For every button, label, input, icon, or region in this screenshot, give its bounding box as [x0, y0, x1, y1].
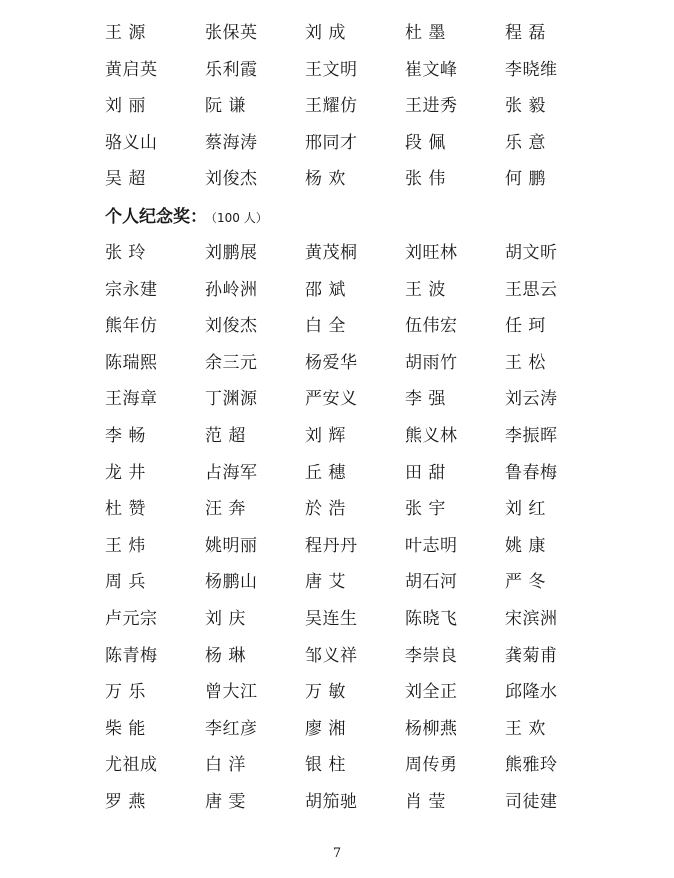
- name-entry: 唐 雯: [205, 791, 246, 812]
- name-entry: 邵 斌: [305, 279, 346, 300]
- name-entry: 陈晓飞: [405, 608, 458, 629]
- name-entry: 邱隆水: [505, 682, 558, 703]
- name-entry: 余三元: [205, 352, 258, 373]
- name-entry: 李崇良: [405, 645, 458, 666]
- name-entry: 刘全正: [405, 682, 458, 703]
- name-entry: 李 畅: [105, 425, 146, 446]
- name-entry: 杜 墨: [405, 23, 446, 43]
- personal-award-title: 个人纪念奖：: [105, 207, 207, 227]
- name-entry: 王进秀: [405, 96, 458, 117]
- name-entry: 王 炜: [105, 535, 146, 556]
- name-entry: 廖 湘: [305, 718, 346, 739]
- name-entry: 段 佩: [405, 132, 446, 153]
- name-entry: 陈青梅: [105, 645, 158, 666]
- name-entry: 蔡海涛: [205, 132, 258, 153]
- name-entry: 王 波: [405, 279, 446, 300]
- name-entry: 占海军: [205, 462, 258, 483]
- top-name-grid: [105, 15, 605, 198]
- name-entry: 胡笳驰: [305, 791, 358, 812]
- name-entry: 王耀仿: [305, 96, 358, 117]
- name-entry: 乐利霞: [205, 59, 258, 80]
- name-entry: 邹义祥: [305, 645, 358, 666]
- name-entry: 唐 艾: [305, 572, 346, 593]
- name-entry: 邢同才: [305, 132, 358, 153]
- name-entry: 刘 成: [305, 23, 346, 43]
- name-entry: 宋滨洲: [505, 608, 558, 629]
- name-entry: 严安义: [305, 389, 358, 410]
- name-entry: 杨 琳: [205, 645, 246, 666]
- name-entry: 杨柳燕: [405, 718, 458, 739]
- name-entry: 王海章: [105, 389, 158, 410]
- name-entry: 刘俊杰: [205, 169, 258, 190]
- name-entry: 杨爱华: [305, 352, 358, 373]
- name-entry: 刘云涛: [505, 389, 558, 410]
- name-entry: 阮 谦: [205, 96, 246, 117]
- name-entry: 丘 穗: [305, 462, 346, 483]
- name-entry: 程丹丹: [305, 535, 358, 556]
- name-entry: 熊义林: [405, 425, 458, 446]
- name-entry: 刘 红: [505, 499, 546, 520]
- personal-award-name-grid: [105, 235, 605, 821]
- page-number: 7: [332, 846, 342, 861]
- name-entry: 周 兵: [105, 572, 146, 593]
- name-entry: 柴 能: [105, 718, 146, 739]
- name-entry: 鲁春梅: [505, 462, 558, 483]
- name-entry: 周传勇: [405, 755, 458, 776]
- name-entry: 刘 辉: [305, 425, 346, 446]
- name-entry: 李红彦: [205, 718, 258, 739]
- name-entry: 罗 燕: [105, 791, 146, 812]
- name-entry: 胡文昕: [505, 243, 558, 263]
- name-entry: 陈瑞熙: [105, 352, 158, 373]
- name-entry: 黄茂桐: [305, 243, 358, 263]
- name-entry: 王 源: [105, 23, 146, 43]
- name-entry: 熊雅玲: [505, 755, 558, 776]
- name-entry: 尤祖成: [105, 755, 158, 776]
- name-entry: 丁渊源: [205, 389, 258, 410]
- name-entry: 任 珂: [505, 316, 546, 337]
- name-entry: 万 乐: [105, 682, 146, 703]
- name-entry: 姚明丽: [205, 535, 258, 556]
- name-entry: 张保英: [205, 23, 258, 43]
- name-entry: 刘 丽: [105, 96, 146, 117]
- name-entry: 叶志明: [405, 535, 458, 556]
- name-entry: 熊年仿: [105, 316, 158, 337]
- name-entry: 刘俊杰: [205, 316, 258, 337]
- personal-award-heading: [105, 204, 268, 230]
- name-entry: 万 敏: [305, 682, 346, 703]
- name-entry: 吴连生: [305, 608, 358, 629]
- name-entry: 范 超: [205, 425, 246, 446]
- name-entry: 肖 莹: [405, 791, 446, 812]
- name-entry: 司徒建: [505, 791, 558, 812]
- name-entry: 王 欢: [505, 718, 546, 739]
- name-entry: 杜 赞: [105, 499, 146, 520]
- name-entry: 王思云: [505, 279, 558, 300]
- name-entry: 刘 庆: [205, 608, 246, 629]
- name-entry: 黄启英: [105, 59, 158, 80]
- name-entry: 崔文峰: [405, 59, 458, 80]
- name-entry: 龙 井: [105, 462, 146, 483]
- name-entry: 程 磊: [505, 23, 546, 43]
- name-entry: 曾大江: [205, 682, 258, 703]
- name-entry: 杨 欢: [305, 169, 346, 190]
- name-entry: 银 柱: [305, 755, 346, 776]
- name-entry: 李振晖: [505, 425, 558, 446]
- name-entry: 刘鹏展: [205, 243, 258, 263]
- name-entry: 孙岭洲: [205, 279, 258, 300]
- name-entry: 白 洋: [205, 755, 246, 776]
- name-entry: 王文明: [305, 59, 358, 80]
- name-entry: 吴 超: [105, 169, 146, 190]
- name-entry: 张 毅: [505, 96, 546, 117]
- name-entry: 於 浩: [305, 499, 346, 520]
- name-entry: 张 玲: [105, 243, 146, 263]
- name-entry: 卢元宗: [105, 608, 158, 629]
- name-entry: 伍伟宏: [405, 316, 458, 337]
- name-entry: 骆义山: [105, 132, 158, 153]
- name-entry: 张 伟: [405, 169, 446, 190]
- name-entry: 王 松: [505, 352, 546, 373]
- name-entry: 汪 奔: [205, 499, 246, 520]
- name-entry: 张 宇: [405, 499, 446, 520]
- name-entry: 乐 意: [505, 132, 546, 153]
- name-entry: 姚 康: [505, 535, 546, 556]
- name-entry: 刘旺林: [405, 243, 458, 263]
- name-entry: 李 强: [405, 389, 446, 410]
- name-entry: 龚菊甫: [505, 645, 558, 666]
- name-entry: 严 冬: [505, 572, 546, 593]
- personal-award-count: （100 人）: [211, 211, 268, 225]
- name-entry: 胡雨竹: [405, 352, 458, 373]
- name-entry: 杨鹏山: [205, 572, 258, 593]
- name-entry: 田 甜: [405, 462, 446, 483]
- name-entry: 白 全: [305, 316, 346, 337]
- name-entry: 宗永建: [105, 279, 158, 300]
- name-entry: 李晓维: [505, 59, 558, 80]
- name-entry: 胡石河: [405, 572, 458, 593]
- name-entry: 何 鹏: [505, 169, 546, 190]
